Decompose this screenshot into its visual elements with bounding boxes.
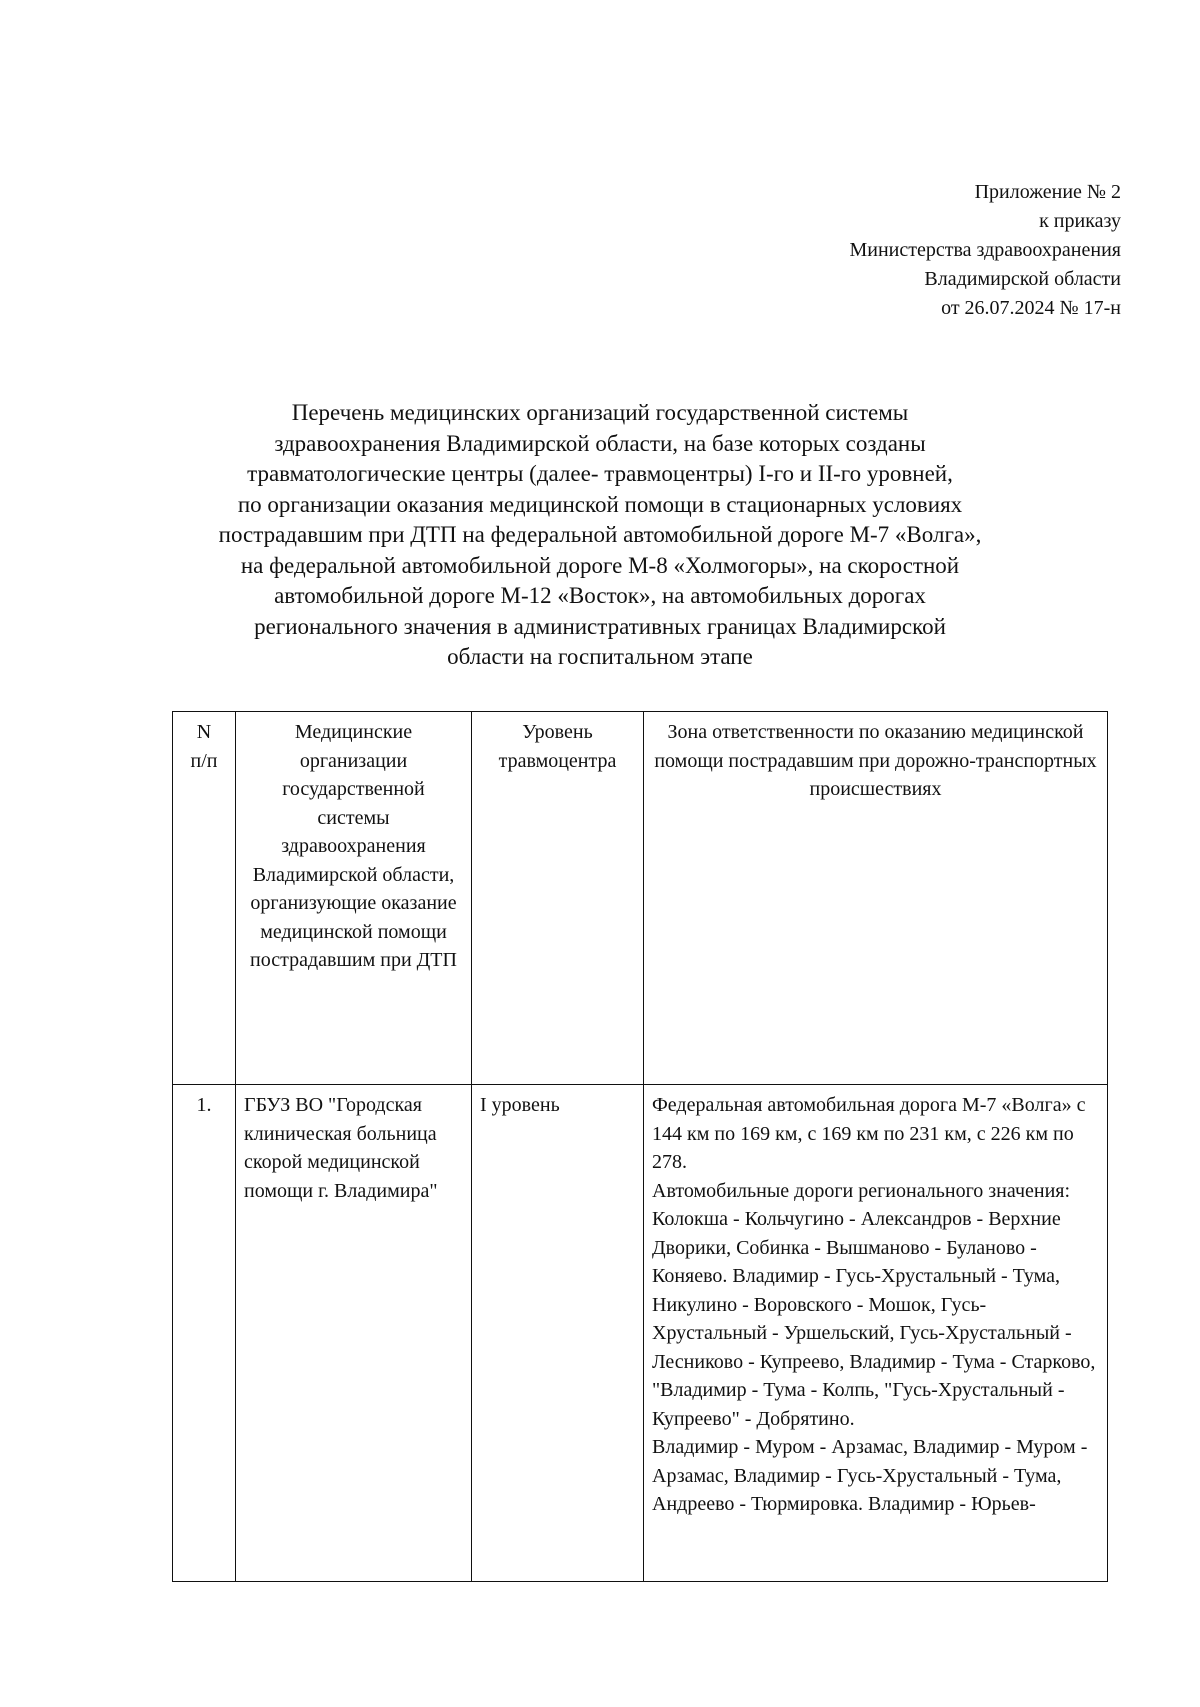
header-zone: Зона ответственности по оказанию медицинской помощи пострадавшим при дорожно-транспортных происшествиях [644,712,1108,1085]
appendix-order-ref: к приказу [1039,210,1121,232]
zone-regional-roads-continued: Владимир - Муром - Арзамас, Владимир - Муром - Арзамас, Владимир - Гусь-Хрустальный - Тума, Андреево - Тюрмировка. Владимир - Юрьев- [652,1436,1088,1515]
title-line: области на госпитальном этапе [447,644,753,669]
title-line: по организации оказания медицинской помощи в стационарных условиях [237,491,963,517]
row-organization: ГБУЗ ВО "Городская клиническая больница скорой медицинской помощи г. Владимира" [236,1085,472,1582]
trauma-centers-table [172,711,1108,1582]
zone-regional-roads: Автомобильные дороги регионального значения: Колокша - Кольчугино - Александров - Верхние Дворики, Собинка - Вышманово - Буланово - Коняево. Владимир - Гусь-Хрустальный - Тума, Никулино - Воровского - Мошок, Гусь-Хрустальный - Уршельский, Гусь-Хрустальный - Лесниково - Купреево, Владимир - Тума - Старково, "Владимир - Тума - Колпь, "Гусь-Хрустальный - Купреево" - Добрятино. [652,1179,1096,1430]
title-line: здравоохранения Владимирской области, на базе которых созданы [274,430,926,456]
row-zone [644,1085,1108,1582]
appendix-date: от 26.07.2024 № 17-н [941,297,1121,319]
appendix-ministry: Министерства здравоохранения [849,239,1121,261]
row-number: 1. [173,1085,236,1582]
header-number-n: N [196,721,212,743]
title-line: травматологические центры (далее- травмоцентры) I-го и II-го уровней, [247,461,953,486]
title-line: пострадавшим при ДТП на федеральной автомобильной дороге М-7 «Волга», [218,522,982,547]
zone-federal-road: Федеральная автомобильная дорога М-7 «Волга» с 144 км по 169 км, с 169 км по 231 км, с 226 км по 278. [652,1094,1086,1173]
title-line: регионального значения в административных границах Владимирской [254,613,946,639]
appendix-header [849,178,1121,323]
title-line: на федеральной автомобильной дороге М-8 «Холмогоры», на скоростной [240,552,960,578]
header-number [173,712,236,1085]
appendix-number: Приложение № 2 [974,181,1121,203]
document-title [180,398,1020,673]
appendix-region: Владимирской области [924,268,1121,290]
header-organization: Медицинские организации государственной системы здравоохранения Владимирской области, организующие оказание медицинской помощи пострадавшим при ДТП [236,712,472,1085]
header-level: Уровень травмоцентра [472,712,644,1085]
table-header-row [173,712,1108,1085]
table-row [173,1085,1108,1582]
title-line: автомобильной дороге М-12 «Восток», на автомобильных дорогах [274,583,926,608]
row-level: I уровень [472,1085,644,1582]
title-line: Перечень медицинских организаций государственной системы [291,400,909,425]
header-number-pp: п/п [190,749,218,772]
